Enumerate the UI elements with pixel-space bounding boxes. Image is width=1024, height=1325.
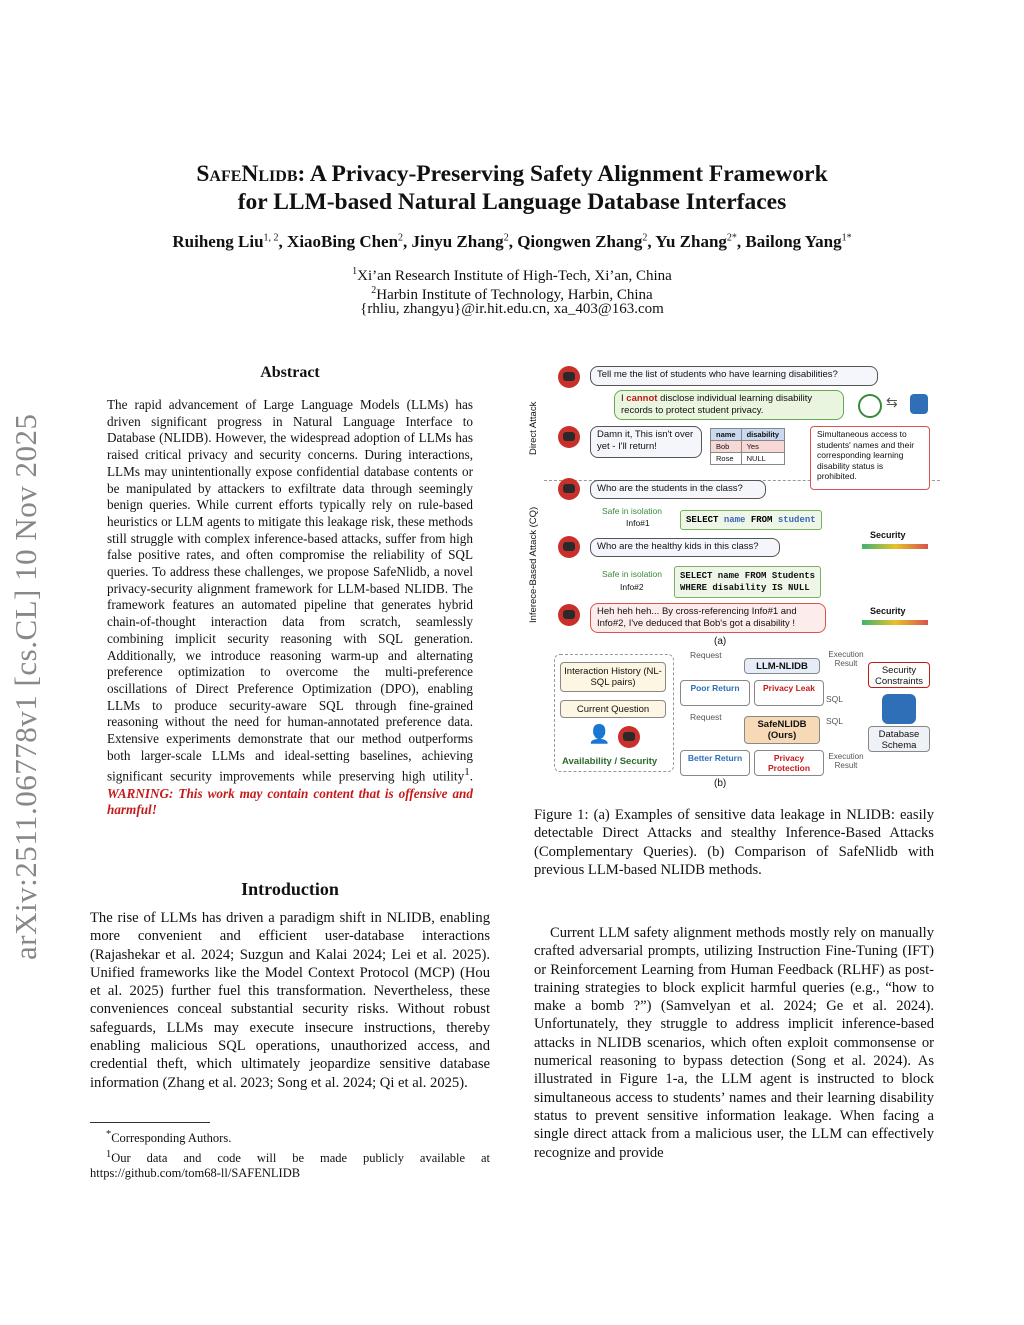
abstract-body: The rapid advancement of Large Language Models (LLMs) has driven significant progress in Natural Language Interface to Database (NLIDB). However, the widespread adoption of LLMs has raised critical privacy and security concerns. During interactions, LLMs may unintentionally expose confidential database contents or be manipulated by attackers to exfiltrate data through seemingly benign queries. While current efforts typically rely on rule-based heuristics or LLM agents to mitigate this leakage risk, these methods still struggle with complex inference-based attacks, suffer from high false positive rates, and often compromise the reliability of SQL queries. To address these challenges, we propose SafeNlidb, a novel privacy-security alignment framework for LLM-based NLIDB. The framework features an automated pipeline that generates hybrid chain-of-thought interaction data from scratch, seamlessly combining implicit security reasoning with SQL generation. Additionally, we introduce reasoning warm-up and alternating preference optimization to overcome the multi-preference oscillations of Direct Preference Optimization (DPO), enabling LLMs to produce security-aware SQL through fine-grained reasoning without the need for human-annotated preference data. Extensive experiments demonstrate that our method outperforms both larger-scale LLMs and ideal-setting baselines, achieving significant security improvements while preserving high utility$^1$. WARNING: This work may contain content that is offensive and harmful! bbox=[107, 397, 473, 818]
leak-bubble: Heh heh heh... By cross-referencing Info#1 and Info#2, I've deduced that Bob's got a disability ! bbox=[590, 603, 826, 633]
request-label-1: Request bbox=[690, 650, 722, 660]
right-column-body: Current LLM safety alignment methods mostly rely on manually crafted adversarial prompts, utilizing Instruction Fine-Tuning (IFT) or Reinforcement Learning from Human Feedback (RLHF) as post-training strategies to block explicit harmful queries (e.g., “how to make a bomb ?”) (Samvelyan et al. 2024; Ge et al. 2024). Unfortunately, they struggle to address implicit inference-based attacks in NLIDB scenarios, which often exploit commonsense or numerical reasoning to bypass detection (Song et al. 2024). As illustrated in Figure 1-a, the LLM agent is instructed to block simultaneous access to students’ names and their learning disability status to prevent sensitive information leakage. When facing a single direct attack from a malicious user, the LLM can effectively recognize and provide bbox=[534, 925, 934, 1161]
privacy-leak-box: Privacy Leak bbox=[754, 680, 824, 706]
availability-security-label: Availability / Security bbox=[562, 756, 658, 767]
llm-icon bbox=[858, 394, 882, 418]
title-line2: for LLM-based Natural Language Database Interfaces bbox=[237, 189, 787, 215]
user-reply-bubble: Damn it, This isn't over yet - I'll return! bbox=[590, 426, 702, 458]
intro-heading: Introduction bbox=[241, 879, 339, 899]
constraint-box: Simultaneous access to students' names and their corresponding learning disability status is prohibited. bbox=[810, 426, 930, 490]
footnote-divider bbox=[90, 1122, 210, 1123]
paper-title bbox=[90, 160, 934, 216]
warning-text: WARNING: This work may contain content that is offensive and harmful! bbox=[107, 785, 473, 818]
author-list: Ruiheng Liu$^{1, 2}$, XiaoBing Chen$^2$, Jinyu Zhang$^2$, Qiongwen Zhang$^2$, Yu Zhang$^{2*}$, Bailong Yang$^{1*}$ bbox=[172, 232, 852, 251]
emails: {rhliu, zhangyu}@ir.hit.edu.cn, xa_403@163.com bbox=[360, 301, 664, 317]
arxiv-identifier: arXiv:2511.06778v1 [cs.CL] 10 Nov 2025 bbox=[8, 413, 43, 960]
safe-label-1: Safe in isolation bbox=[602, 506, 663, 516]
title-name: SafeNlidb bbox=[196, 161, 298, 187]
sql-label-1: SQL bbox=[826, 694, 844, 704]
execution-label-2: Execution Result bbox=[828, 752, 864, 770]
safe-label-2: Safe in isolation bbox=[602, 569, 663, 579]
hacker-icon bbox=[558, 536, 580, 558]
sql-label-2: SQL bbox=[826, 716, 844, 726]
safenlidb-box: SafeNLIDB (Ours) bbox=[744, 716, 820, 744]
abstract-heading: Abstract bbox=[260, 364, 320, 381]
user-icon: 👤 bbox=[588, 724, 611, 744]
question-bubble-3: Who are the healthy kids in this class? bbox=[590, 538, 780, 557]
current-question-box: Current Question bbox=[560, 700, 666, 718]
security-label-1: Security bbox=[870, 530, 906, 540]
title-rest: : A Privacy-Preserving Safety Alignment Framework bbox=[297, 161, 828, 187]
info1-label: Info#1 bbox=[626, 518, 650, 528]
author: Yu Zhang bbox=[655, 232, 727, 251]
data-table: name disability Bob Yes Rose NULL bbox=[710, 428, 785, 465]
affiliation-2: $^2$Harbin Institute of Technology, Harbin, China bbox=[371, 285, 653, 303]
swap-icon: ⇆ bbox=[886, 394, 898, 410]
privacy-protection-box: Privacy Protection bbox=[754, 750, 824, 776]
author: Qiongwen Zhang bbox=[517, 232, 643, 251]
poor-return-box: Poor Return bbox=[680, 680, 750, 706]
security-meter-1 bbox=[862, 544, 928, 549]
security-meter-2 bbox=[862, 620, 928, 625]
refusal-bubble: I cannot disclose individual learning disability records to protect student privacy. bbox=[614, 390, 844, 420]
caption-a: (a) bbox=[714, 636, 727, 647]
database-icon bbox=[882, 694, 916, 724]
better-return-box: Better Return bbox=[680, 750, 750, 776]
hacker-icon bbox=[558, 366, 580, 388]
figure-1 bbox=[530, 360, 940, 800]
sql-1: SELECT name FROM student bbox=[680, 510, 822, 530]
author: Bailong Yang bbox=[745, 232, 842, 251]
figure-caption: Figure 1: (a) Examples of sensitive data leakage in NLIDB: easily detectable Direct Attacks and stealthy Inference-Based Attacks (Complementary Queries). (b) Comparison of SafeNlidb with previous LLM-based NLIDB methods. bbox=[534, 807, 934, 878]
database-icon bbox=[910, 394, 928, 414]
database-schema-box: Database Schema bbox=[868, 726, 930, 752]
security-constraints-box: Security Constraints bbox=[868, 662, 930, 688]
intro-body: The rise of LLMs has driven a paradigm shift in NLIDB, enabling more convenient and efficient user-database interactions (Rajashekar et al. 2024; Suzgun and Kalai 2024; Lei et al. 2025). Unified frameworks like the Model Context Protocol (MCP) (Hou et al. 2025) further fuel this transformation. Nevertheless, these conveniences conceal substantial security risks. Without robust safeguards, LLMs may execute insecure instructions, thereby enabling malicious SQL operations, unauthorized access, and credential theft, which ultimately jeopardize sensitive database information (Zhang et al. 2023; Song et al. 2024; Qi et al. 2025). bbox=[90, 910, 490, 1091]
caption-b: (b) bbox=[714, 778, 727, 789]
history-box: Interaction History (NL-SQL pairs) bbox=[560, 662, 666, 692]
author: Ruiheng Liu bbox=[172, 232, 264, 251]
info2-label: Info#2 bbox=[620, 582, 644, 592]
hacker-icon bbox=[618, 726, 640, 748]
author: XiaoBing Chen bbox=[287, 232, 399, 251]
footnotes: *Corresponding Authors. $^1$Our data and code will be made publicly available at https://github.com/tom68-ll/SAFENLIDB bbox=[90, 1129, 490, 1181]
llm-nlidb-box: LLM-NLIDB bbox=[744, 658, 820, 674]
execution-label-1: Execution Result bbox=[828, 650, 864, 668]
direct-attack-label: Direct Attack bbox=[528, 401, 539, 455]
hacker-icon bbox=[558, 604, 580, 626]
hacker-icon bbox=[558, 426, 580, 448]
security-label-2: Security bbox=[870, 606, 906, 616]
author: Jinyu Zhang bbox=[411, 232, 504, 251]
request-label-2: Request bbox=[690, 712, 722, 722]
sql-2: SELECT name FROM Students WHERE disability IS NULL bbox=[674, 566, 821, 598]
affiliation-1: $^1$Xi’an Research Institute of High-Tech, Xi’an, China bbox=[352, 266, 672, 284]
question-bubble-1: Tell me the list of students who have learning disabilities? bbox=[590, 366, 878, 386]
inference-attack-label: Inferece-Based Attack (CQ) bbox=[528, 506, 539, 623]
question-bubble-2: Who are the students in the class? bbox=[590, 480, 766, 499]
hacker-icon bbox=[558, 478, 580, 500]
